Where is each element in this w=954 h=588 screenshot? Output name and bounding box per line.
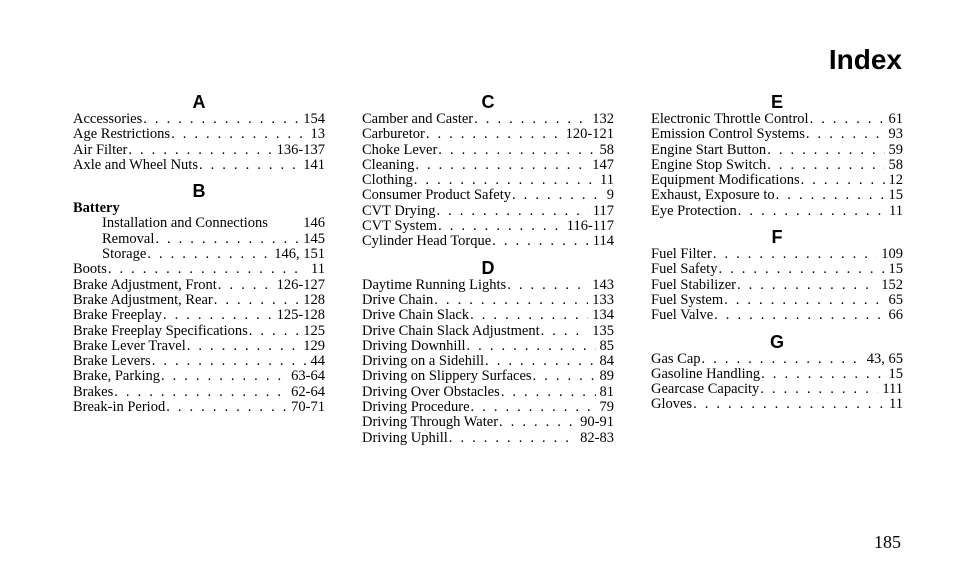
section-letter-g: G — [769, 331, 784, 352]
dot-leader — [776, 188, 885, 203]
index-entry — [651, 204, 903, 219]
entry-label: Brake Freeplay — [73, 308, 162, 324]
dot-leader — [714, 308, 884, 323]
index-entry — [362, 324, 614, 339]
dot-leader — [533, 369, 596, 384]
entry-page: 147 — [592, 157, 614, 173]
index-entry — [362, 293, 614, 308]
index-entry — [73, 262, 325, 277]
dot-leader — [147, 247, 270, 262]
dot-leader — [512, 188, 603, 203]
dot-leader — [438, 219, 563, 234]
entry-label: Drive Chain — [362, 292, 434, 308]
entry-label: Cleaning — [362, 157, 415, 173]
page-title: Index — [828, 44, 902, 75]
entry-page: 114 — [592, 234, 614, 250]
index-entry — [651, 397, 903, 412]
dot-leader — [163, 308, 273, 323]
index-entry — [73, 112, 325, 127]
entry-page: 141 — [303, 157, 325, 173]
entry-label: Emission Control Systems — [651, 127, 805, 143]
entry-page: 126-127 — [276, 277, 325, 293]
entry-label: Camber and Caster — [362, 112, 474, 127]
entry-label: Gloves — [651, 397, 693, 413]
entry-page: 70-71 — [291, 400, 325, 416]
dot-leader — [426, 127, 562, 142]
entry-page: 82-83 — [580, 430, 614, 446]
section-letter-a: A — [192, 92, 206, 112]
index-entry — [73, 293, 325, 308]
index-entry — [73, 385, 325, 400]
entry-label: Carburetor — [362, 127, 425, 143]
section-letter-d: D — [481, 257, 495, 278]
index-entry — [651, 173, 903, 188]
dot-leader — [218, 278, 273, 293]
dot-leader — [214, 293, 300, 308]
index-entry — [362, 158, 614, 173]
entry-label: Installation and Connections — [102, 216, 268, 232]
entry-label: Engine Stop Switch — [651, 157, 767, 173]
dot-leader — [152, 354, 307, 369]
entry-page: 109 — [881, 247, 903, 263]
index-entry — [73, 308, 325, 323]
section-letter-e: E — [770, 92, 783, 112]
entry-label: Driving Downhill — [362, 338, 466, 354]
index-entry — [362, 400, 614, 415]
entry-page: 89 — [599, 369, 614, 385]
index-entry — [362, 369, 614, 384]
entry-label: Fuel Safety — [651, 262, 718, 278]
entry-page: 11 — [889, 397, 903, 413]
entry-page: 136-137 — [276, 142, 325, 158]
entry-label: Fuel Valve — [651, 308, 714, 324]
entry-label: Fuel System — [651, 292, 724, 308]
entry-label: Drive Chain Slack — [362, 308, 470, 324]
entry-page: 79 — [599, 400, 614, 416]
index-entry — [362, 415, 614, 430]
index-entry — [73, 369, 325, 384]
entry-page: 116-117 — [566, 219, 614, 235]
dot-leader — [738, 204, 885, 219]
entry-page: 145 — [303, 231, 325, 247]
dot-leader — [693, 397, 885, 412]
index-entry — [362, 143, 614, 158]
entry-label: Drive Chain Slack Adjustment — [362, 323, 540, 339]
entry-page: 44 — [310, 354, 325, 370]
entry-label: Gas Cap — [651, 351, 701, 367]
index-entry — [651, 352, 903, 367]
dot-leader — [507, 278, 588, 293]
index-entry — [651, 262, 903, 277]
index-entry — [73, 158, 325, 173]
entry-page: 117 — [592, 203, 614, 219]
entry-label: CVT System — [362, 219, 438, 235]
dot-leader — [128, 143, 272, 158]
index-entry — [362, 112, 614, 127]
dot-leader — [767, 143, 884, 158]
entry-page: 132 — [592, 112, 614, 127]
entry-label: Daytime Running Lights — [362, 277, 507, 293]
entry-page: 152 — [881, 277, 903, 293]
entry-page: 15 — [888, 262, 903, 278]
entry-page: 143 — [592, 277, 614, 293]
entry-label: Engine Start Button — [651, 142, 767, 158]
entry-page: 134 — [592, 308, 614, 324]
section-letter-c: C — [481, 92, 495, 112]
entry-page: 62-64 — [291, 384, 325, 400]
dot-leader — [718, 262, 884, 277]
index-entry — [362, 204, 614, 219]
index-entry — [362, 219, 614, 234]
dot-leader — [166, 400, 287, 415]
index-subentry — [73, 247, 325, 262]
entry-page: 146, 151 — [274, 247, 325, 263]
entry-page: 154 — [303, 112, 325, 127]
entry-label: Choke Lever — [362, 142, 438, 158]
dot-leader — [436, 204, 588, 219]
section-letter-b: B — [192, 181, 206, 202]
entry-label: Boots — [73, 262, 107, 278]
dot-leader — [471, 400, 596, 415]
index-entry — [73, 143, 325, 158]
dot-leader — [767, 158, 884, 173]
dot-leader — [467, 339, 596, 354]
entry-page: 81 — [599, 384, 614, 400]
index-entry — [73, 400, 325, 415]
entry-page: 11 — [889, 203, 903, 219]
index-entry — [73, 324, 325, 339]
entry-page: 9 — [606, 188, 614, 204]
index-entry — [362, 431, 614, 446]
entry-page: 11 — [600, 173, 614, 189]
index-entry — [362, 127, 614, 142]
dot-leader — [702, 352, 863, 367]
entry-label: Driving Through Water — [362, 415, 499, 431]
dot-leader — [501, 385, 596, 400]
entry-page: 15 — [888, 366, 903, 382]
index-column-2 — [362, 92, 614, 446]
entry-label: Fuel Stabilizer — [651, 277, 736, 293]
entry-label: Eye Protection — [651, 203, 737, 219]
index-entry — [651, 367, 903, 382]
index-entry — [651, 158, 903, 173]
entry-label: Consumer Product Safety — [362, 188, 512, 204]
dot-leader — [449, 431, 576, 446]
entry-page: 58 — [888, 157, 903, 173]
entry-page: 128 — [303, 292, 325, 308]
dot-leader — [470, 308, 588, 323]
entry-page: 93 — [888, 127, 903, 143]
entry-label: Break-in Period — [73, 400, 166, 416]
entry-label: Driving on a Sidehill — [362, 354, 485, 370]
entry-label: Brake Adjustment, Rear — [73, 292, 213, 308]
index-entry — [362, 234, 614, 249]
index-entry — [73, 354, 325, 369]
entry-page: 90-91 — [580, 415, 614, 431]
index-entry — [73, 339, 325, 354]
entry-page: 135 — [592, 323, 614, 339]
dot-leader — [810, 112, 885, 127]
entry-label: Brake Adjustment, Front — [73, 277, 217, 293]
index-entry — [73, 278, 325, 293]
entry-page: 120-121 — [565, 127, 614, 143]
index-entry — [362, 188, 614, 203]
dot-leader — [724, 293, 884, 308]
dot-leader — [187, 339, 300, 354]
entry-label: Age Restrictions — [73, 127, 171, 143]
entry-label: Driving Over Obstacles — [362, 384, 500, 400]
entry-page: 12 — [888, 173, 903, 189]
entry-label: Exhaust, Exposure to — [651, 188, 775, 204]
index-entry — [651, 188, 903, 203]
entry-label: Electronic Throttle Control — [651, 112, 809, 127]
entry-label: Driving Uphill — [362, 430, 448, 446]
index-entry — [651, 293, 903, 308]
entry-page: 13 — [310, 127, 325, 143]
index-entry — [651, 127, 903, 142]
entry-label: Storage — [102, 247, 147, 263]
dot-leader — [760, 382, 878, 397]
dot-leader — [199, 158, 299, 173]
entry-label: Axle and Wheel Nuts — [73, 157, 198, 173]
index-entry — [651, 308, 903, 323]
entry-label: Brake Freeplay Specifications — [73, 323, 248, 339]
index-subentry — [73, 232, 325, 247]
entry-page: 66 — [888, 308, 903, 324]
entry-page: 125 — [303, 323, 325, 339]
index-entry — [362, 354, 614, 369]
dot-leader — [492, 234, 589, 249]
dot-leader — [761, 367, 884, 382]
dot-leader — [108, 262, 307, 277]
section-letter-f: F — [771, 227, 783, 248]
dot-leader — [414, 173, 596, 188]
entry-page: 129 — [303, 338, 325, 354]
entry-label: Brake Lever Travel — [73, 338, 186, 354]
entry-label: Brake, Parking — [73, 369, 160, 385]
index-entry — [651, 143, 903, 158]
entry-page: 63-64 — [291, 369, 325, 385]
entry-page: 133 — [592, 292, 614, 308]
dot-leader — [249, 324, 300, 339]
index-entry — [651, 278, 903, 293]
entry-page: 59 — [888, 142, 903, 158]
entry-page: 125-128 — [276, 308, 325, 324]
entry-page: 15 — [888, 188, 903, 204]
entry-page: 84 — [599, 354, 614, 370]
dot-leader — [438, 143, 595, 158]
dot-leader — [806, 127, 885, 142]
index-entry — [362, 308, 614, 323]
index-entry — [362, 385, 614, 400]
entry-label: Accessories — [73, 112, 143, 127]
entry-label: Air Filter — [73, 142, 128, 158]
page-number: 185 — [874, 532, 901, 552]
index-entry — [651, 382, 903, 397]
dot-leader — [161, 369, 287, 384]
index-entry — [73, 127, 325, 142]
entry-page: 61 — [888, 112, 903, 127]
index-entry — [651, 112, 903, 127]
dot-leader — [474, 112, 588, 127]
dot-leader — [713, 247, 877, 262]
entry-label: Brake Levers — [73, 354, 151, 370]
index-subentry — [73, 216, 325, 231]
index-entry — [362, 339, 614, 354]
dot-leader — [171, 127, 306, 142]
index-column-1 — [73, 92, 325, 415]
index-entry — [362, 278, 614, 293]
index-heading: Battery — [73, 200, 120, 217]
entry-label: Driving Procedure — [362, 400, 470, 416]
entry-page: 58 — [599, 142, 614, 158]
index-column-3 — [651, 92, 903, 413]
dot-leader — [801, 173, 885, 188]
dot-leader — [114, 385, 287, 400]
dot-leader — [737, 278, 877, 293]
entry-label: Gearcase Capacity — [651, 382, 760, 398]
entry-label: Removal — [102, 231, 155, 247]
entry-label: Gasoline Handling — [651, 366, 761, 382]
dot-leader — [434, 293, 588, 308]
entry-label: Clothing — [362, 173, 413, 189]
entry-label: Equipment Modifications — [651, 173, 800, 189]
entry-label: Driving on Slippery Surfaces — [362, 369, 532, 385]
index-entry — [651, 247, 903, 262]
entry-page: 65 — [888, 292, 903, 308]
entry-label: Cylinder Head Torque — [362, 234, 492, 250]
entry-label: CVT Drying — [362, 203, 436, 219]
entry-label: Brakes — [73, 384, 114, 400]
dot-leader — [415, 158, 588, 173]
entry-page: 111 — [882, 382, 903, 398]
dot-leader — [541, 324, 589, 339]
dot-leader — [499, 415, 576, 430]
entry-page: 85 — [599, 338, 614, 354]
index-entry — [362, 173, 614, 188]
dot-leader — [155, 232, 299, 247]
entry-label: Fuel Filter — [651, 247, 712, 263]
entry-page: 11 — [311, 262, 325, 278]
dot-leader — [143, 112, 299, 127]
dot-leader — [485, 354, 595, 369]
entry-page: 43, 65 — [866, 351, 903, 367]
entry-page: 146 — [303, 216, 325, 232]
